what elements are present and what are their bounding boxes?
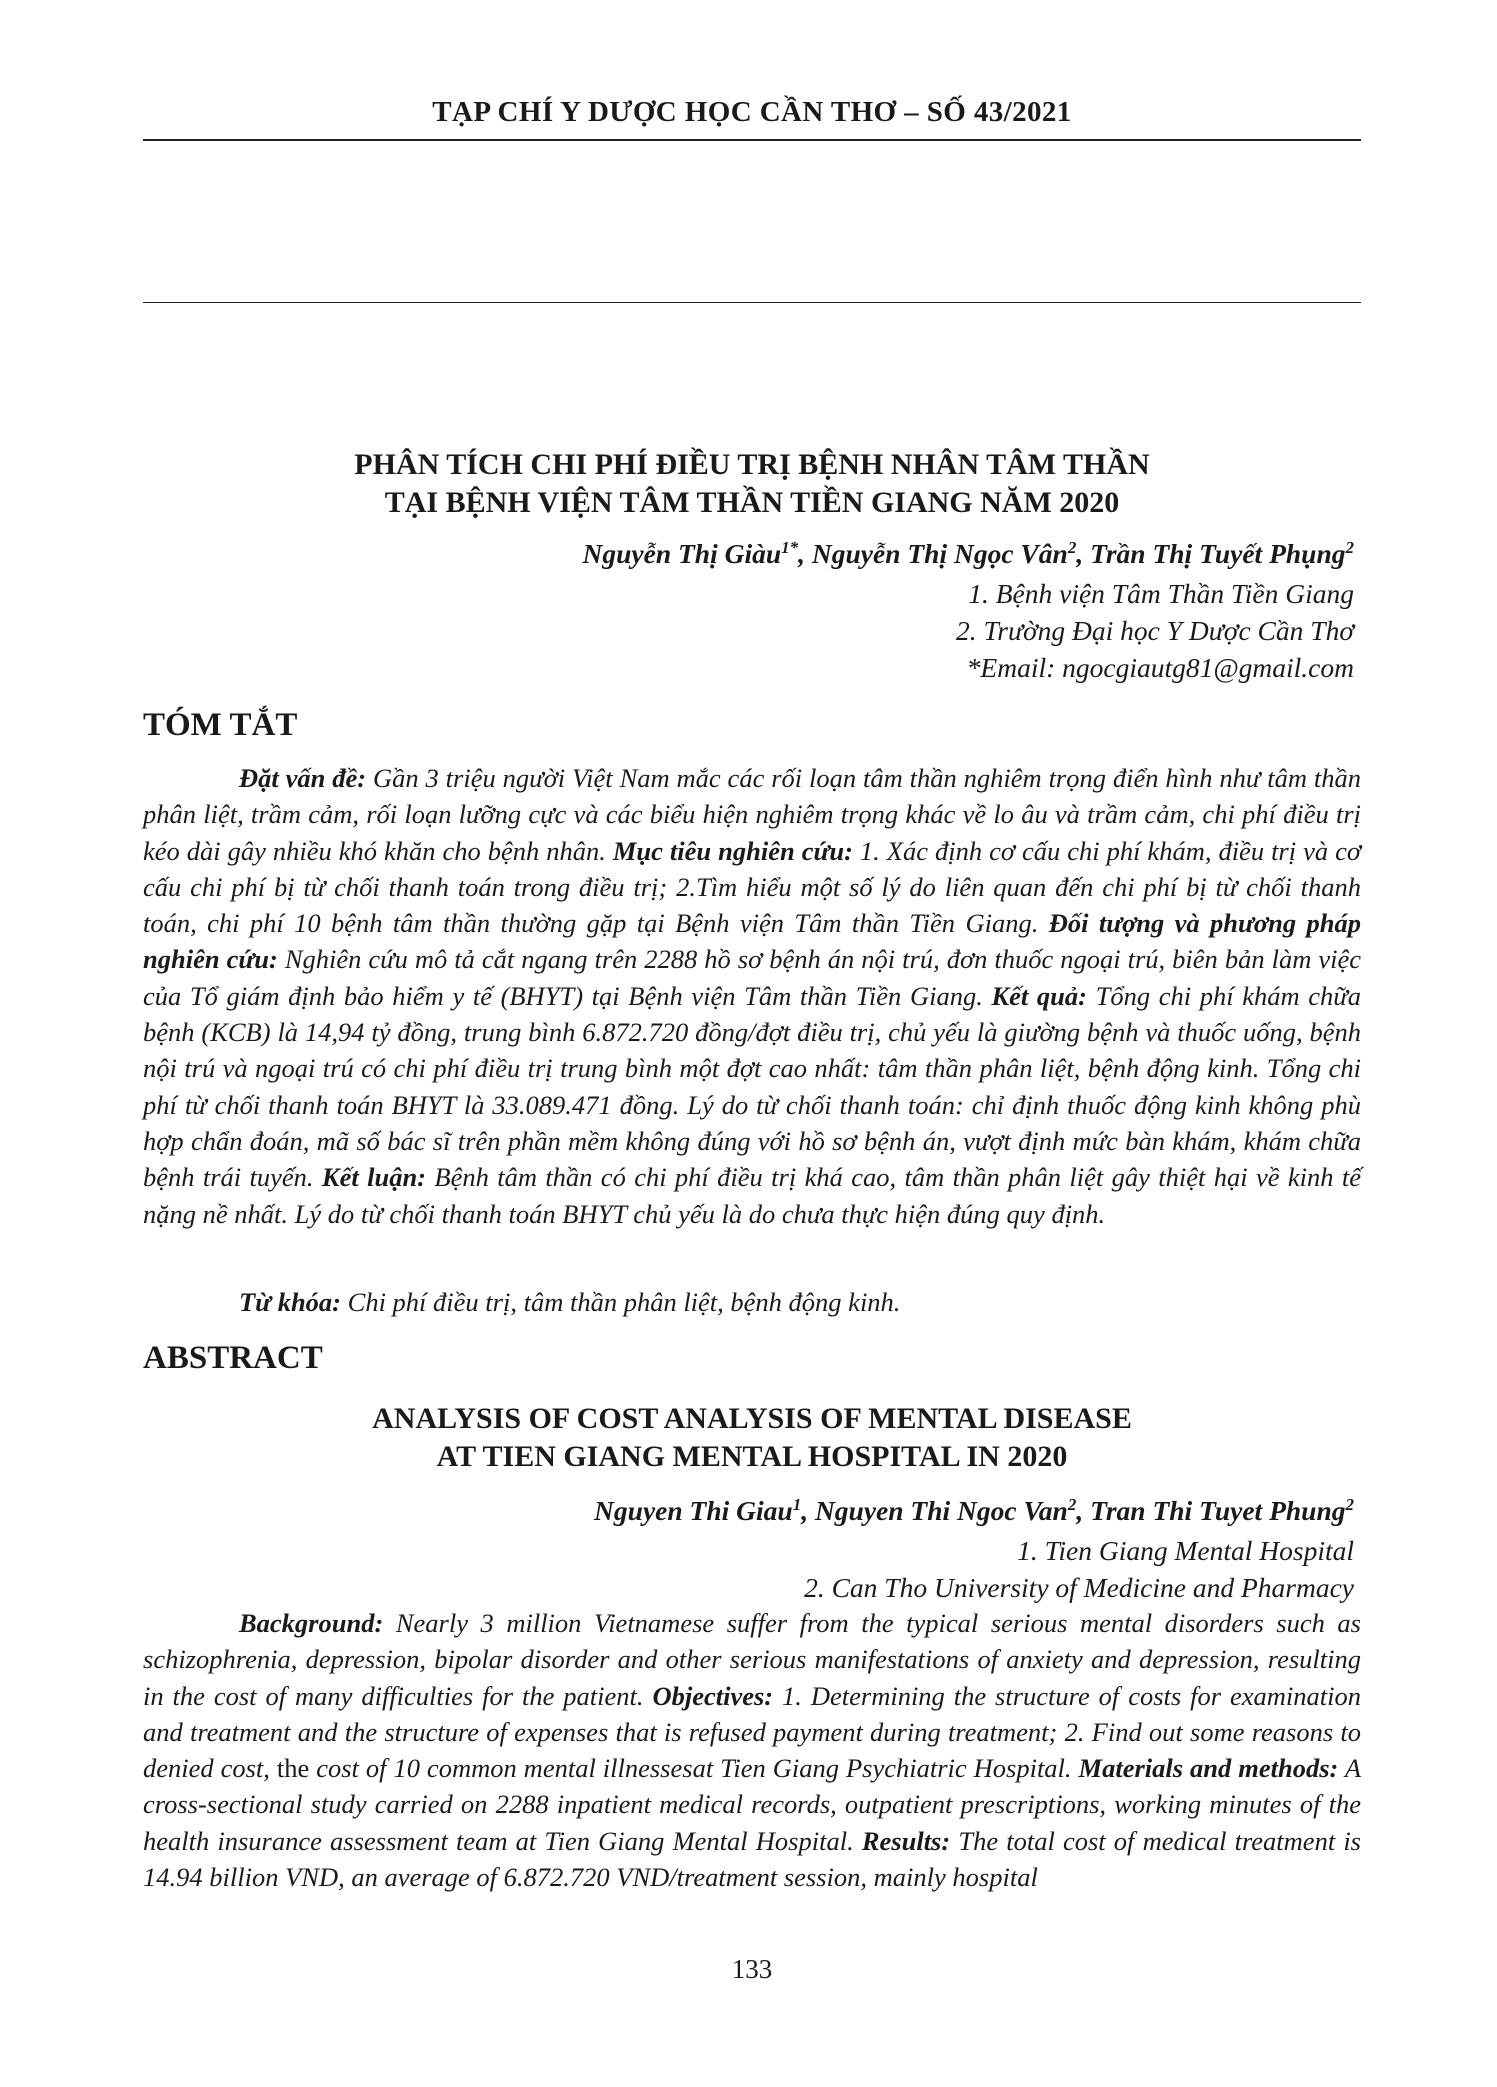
- affiliation: 1. Bệnh viện Tâm Thần Tiền Giang: [968, 578, 1354, 609]
- text-conclusion-vi: Bệnh tâm thần có chi phí điều trị khá cao, tâm thần phân liệt gây thiệt hại về kinh tế nặng nề nhất. Lý do từ chối thanh toán BHYT chủ yếu là do chưa thực hiện đúng quy định.: [143, 1162, 1361, 1229]
- authors-en: [594, 1495, 1354, 1527]
- author-affil-mark: 2: [1345, 537, 1354, 557]
- title-en-line-2: AT TIEN GIANG MENTAL HOSPITAL IN 2020: [436, 1440, 1068, 1473]
- header-rule: [143, 139, 1361, 141]
- author-affil-mark: 2: [1067, 537, 1077, 557]
- author-name: Nguyen Thi Ngoc Van: [814, 1495, 1068, 1526]
- author-affil-mark: 2: [1067, 1494, 1077, 1514]
- summary-heading: TÓM TẮT: [143, 707, 298, 743]
- author-separator: ,: [1076, 1495, 1091, 1526]
- author-name: Nguyễn Thị Giàu: [582, 538, 782, 569]
- author-affil-mark: 1*: [781, 537, 799, 557]
- label-objectives-vi: Mục tiêu nghiên cứu:: [612, 835, 853, 866]
- article-title-vi: [143, 446, 1361, 522]
- author-separator: ,: [1076, 538, 1091, 569]
- text-methods-vi: Nghiên cứu mô tả cắt ngang trên 2288 hồ sơ bệnh án nội trú, đơn thuốc ngoại trú, biên bản làm việc của Tổ giám định bảo hiểm y tế (BHYT) tại Bệnh viện Tâm thần Tiền Giang.: [143, 944, 1361, 1011]
- label-results-en: Results:: [861, 1825, 951, 1856]
- abstract-heading: ABSTRACT: [143, 1340, 323, 1376]
- title-en-line-1: ANALYSIS OF COST ANALYSIS OF MENTAL DISEASE: [372, 1402, 1132, 1435]
- affiliations-en: [804, 1532, 1354, 1606]
- title-vi-line-2: TẠI BỆNH VIỆN TÂM THẦN TIỀN GIANG NĂM 2020: [384, 486, 1120, 519]
- authors-vi: [583, 538, 1355, 570]
- title-vi-line-1: PHÂN TÍCH CHI PHÍ ĐIỀU TRỊ BỆNH NHÂN TÂM THẦN: [354, 448, 1150, 481]
- separator-rule: [143, 302, 1361, 303]
- text-keywords-vi: Chi phí điều trị, tâm thần phân liệt, bệnh động kinh.: [341, 1287, 901, 1317]
- label-methods-en: Materials and methods:: [1078, 1753, 1339, 1784]
- article-title-en: [143, 1400, 1361, 1476]
- label-keywords-vi: Từ khóa:: [239, 1287, 342, 1317]
- affiliation: 2. Trường Đại học Y Dược Cần Thơ: [956, 615, 1354, 646]
- author-affil-mark: 1: [792, 1494, 802, 1514]
- label-background-vi: Đặt vấn đề:: [239, 763, 367, 793]
- label-objectives-en: Objectives:: [652, 1680, 774, 1711]
- author-name: Tran Thi Tuyet Phung: [1090, 1495, 1346, 1526]
- affiliation: 2. Can Tho University of Medicine and Pharmacy: [804, 1572, 1354, 1603]
- text-objectives-en-cont: cost of 10 common mental illnessesat Tien Giang Psychiatric Hospital.: [316, 1753, 1079, 1784]
- text-background-en: Nearly 3 million Vietnamese suffer from the typical serious mental disorders such as schizophrenia, depression, bipolar disorder and other serious manifestations of anxiety and depression, resulting in the cost of many difficulties for the patient.: [143, 1608, 1361, 1711]
- label-results-vi: Kết quả:: [991, 980, 1087, 1011]
- text-objectives-vi: 1. Xác định cơ cấu chi phí khám, điều trị và cơ cấu chi phí bị từ chối thanh toán trong điều trị; 2.Tìm hiểu một số lý do liên quan đến chi phí bị từ chối thanh toán, chi phí 10 bệnh tâm thần thường gặp tại Bệnh viện Tâm thần Tiền Giang.: [143, 835, 1361, 939]
- label-background-en: Background:: [239, 1608, 384, 1638]
- text-background-vi: Gần 3 triệu người Việt Nam mắc các rối loạn tâm thần nghiêm trọng điển hình như tâm thần phân liệt, trầm cảm, rối loạn lưỡng cực và các biểu hiện nghiêm trọng khác về lo âu và trầm cảm, chi phí điều trị kéo dài gây nhiều khó khăn cho bệnh nhân.: [143, 763, 1361, 866]
- author-separator: ,: [798, 538, 812, 569]
- author-separator: ,: [801, 1495, 815, 1526]
- text-methods-en: A cross-sectional study carried on 2288 inpatient medical records, outpatient prescriptions, working minutes of the health insurance assessment team at Tien Giang Mental Hospital.: [143, 1753, 1362, 1856]
- label-conclusion-vi: Kết luận:: [321, 1162, 427, 1193]
- author-name: Nguyễn Thị Ngọc Vân: [811, 538, 1068, 569]
- text-results-vi: Tổng chi phí khám chữa bệnh (KCB) là 14,94 tỷ đồng, trung bình 6.872.720 đồng/đợt điều trị, chủ yếu là giường bệnh và thuốc uống, bệnh nội trú và ngoại trú có chi phí điều trị trung bình một đợt cao nhất: tâm thần phân liệt, bệnh động kinh. Tổng chi phí từ chối thanh toán BHYT là 33.089.471 đồng. Lý do từ chối thanh toán: chỉ định thuốc động kinh không phù hợp chẩn đoán, mã số bác sĩ trên phần mềm không đúng với hồ sơ bệnh án, vượt định mức bàn khám, khám chữa bệnh trái tuyến.: [143, 980, 1361, 1193]
- corresponding-email: *Email: ngocgiautg81@gmail.com: [966, 652, 1354, 683]
- journal-header: TẠP CHÍ Y DƯỢC HỌC CẦN THƠ – SỐ 43/2021: [432, 96, 1072, 128]
- author-affil-mark: 2: [1345, 1494, 1354, 1514]
- label-methods-vi: Đối tượng và phương pháp nghiên cứu:: [143, 908, 1361, 975]
- keywords-vi: [239, 1287, 900, 1318]
- text-objectives-en: 1. Determining the structure of costs for examination and treatment and the structure of expenses that is refused payment during treatment; 2. Find out some reasons to denied cost,: [143, 1680, 1361, 1784]
- abstract-body-en: [143, 1605, 1361, 1895]
- text-results-en: The total cost of medical treatment is 14.94 billion VND, an average of 6.872.720 VND/treatment session, mainly hospital: [143, 1825, 1361, 1893]
- author-name: Trần Thị Tuyết Phụng: [1090, 538, 1346, 569]
- page-number: 133: [731, 1954, 773, 1984]
- summary-body-vi: [143, 760, 1361, 1232]
- author-name: Nguyen Thi Giau: [594, 1495, 793, 1526]
- text-objectives-upright: the: [269, 1753, 317, 1784]
- affiliation: 1. Tien Giang Mental Hospital: [1017, 1535, 1354, 1566]
- affiliations-vi: [956, 575, 1354, 686]
